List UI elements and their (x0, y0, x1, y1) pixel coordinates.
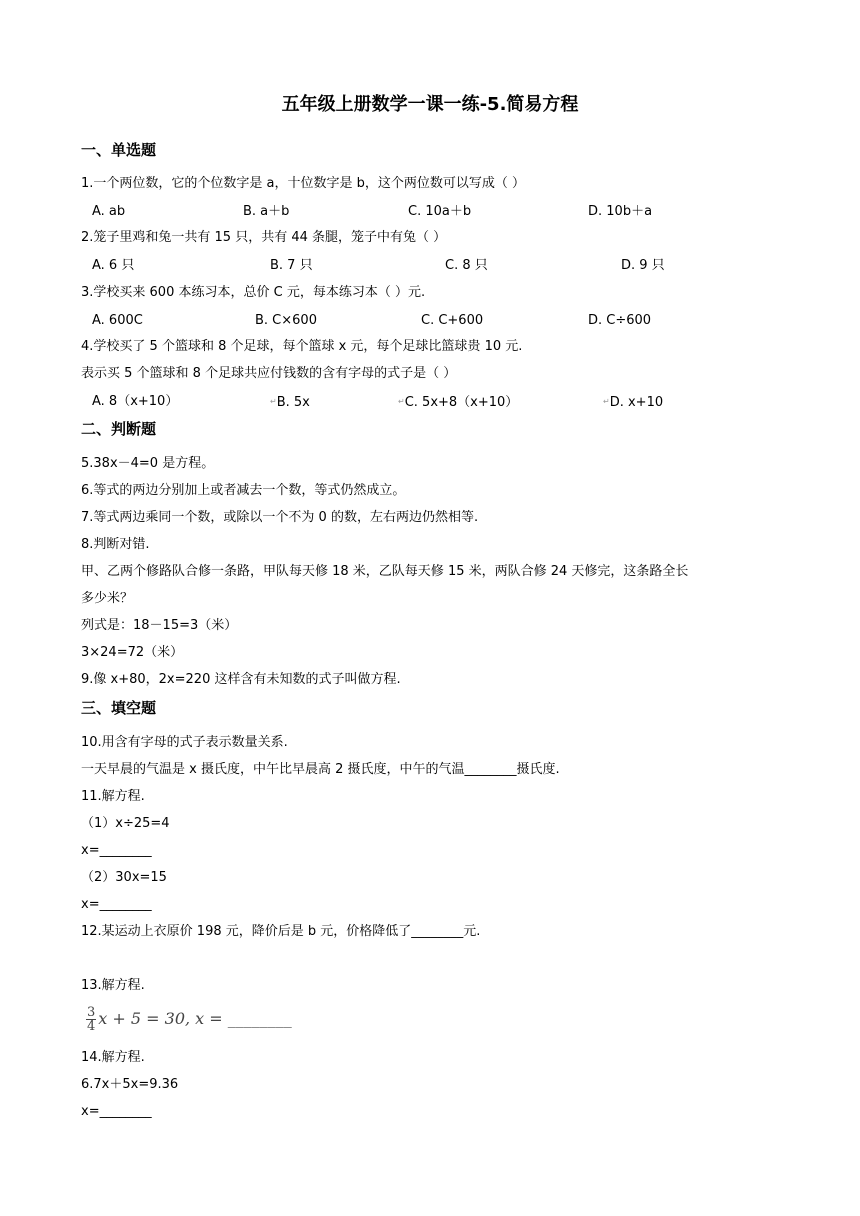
section-heading-single-choice: 一、单选题 (81, 141, 157, 159)
question-11-line-1: 11.解方程. (81, 789, 145, 804)
question-5: 5.38x－4=0 是方程。 (81, 456, 215, 471)
question-8-line-5: 3×24=72（米） (81, 645, 184, 660)
question-14-line-1: 14.解方程. (81, 1050, 145, 1065)
question-4-option-b-wrap (270, 394, 310, 411)
question-4-option-b: B. 5x (276, 395, 310, 410)
question-12: 12.某运动上衣原价 198 元，降价后是 b 元，价格降低了________元. (81, 924, 481, 939)
question-1-option-a: A. ab (92, 204, 126, 219)
question-2-option-a: A. 6 只 (92, 258, 135, 273)
fraction (86, 1006, 96, 1033)
question-4-stem-line-2: 表示买 5 个篮球和 8 个足球共应付钱数的含有字母的式子是（ ） (81, 366, 457, 381)
question-4-option-d-wrap (603, 394, 663, 411)
question-8-line-2: 甲、乙两个修路队合修一条路，甲队每天修 18 米，乙队每天修 15 米，两队合修 24 天修完，这条路全长 (81, 564, 689, 579)
question-10-line-1: 10.用含有字母的式子表示数量关系. (81, 735, 288, 750)
question-3-option-b: B. C×600 (255, 313, 317, 328)
question-2-stem: 2.笼子里鸡和兔一共有 15 只，共有 44 条腿，笼子中有兔（ ） (81, 230, 447, 245)
equation-text: x + 5 = 30, x = ________ (98, 1009, 292, 1028)
question-4-option-d: D. x+10 (609, 395, 664, 410)
question-3-option-c: C. C+600 (421, 313, 484, 328)
question-6: 6.等式的两边分别加上或者减去一个数，等式仍然成立。 (81, 483, 406, 498)
question-8-line-1: 8.判断对错. (81, 537, 150, 552)
question-14-answer: x=________ (81, 1104, 152, 1119)
question-1-option-d: D. 10b＋a (588, 204, 653, 219)
question-2-option-c: C. 8 只 (445, 258, 488, 273)
page-title: 五年级上册数学一课一练-5.简易方程 (281, 94, 579, 115)
fraction-numerator: 3 (87, 1005, 96, 1020)
question-2-option-b: B. 7 只 (270, 258, 313, 273)
question-9: 9.像 x+80，2x=220 这样含有未知数的式子叫做方程. (81, 672, 401, 687)
question-1-stem: 1.一个两位数，它的个位数字是 a，十位数字是 b，这个两位数可以写成（ ） (81, 176, 526, 191)
question-1-option-b: B. a＋b (243, 204, 290, 219)
question-14-equation: 6.7x＋5x=9.36 (81, 1077, 179, 1092)
question-11-answer-1: x=________ (81, 843, 152, 858)
question-3-stem: 3.学校买来 600 本练习本，总价 C 元，每本练习本（ ）元. (81, 285, 426, 300)
fraction-denominator: 4 (87, 1019, 96, 1034)
question-4-stem-line-1: 4.学校买了 5 个篮球和 8 个足球，每个篮球 x 元，每个足球比篮球贵 10 元. (81, 339, 523, 354)
question-13-equation (86, 1004, 292, 1034)
question-11-part-1: （1）x÷25=4 (81, 816, 170, 831)
question-4-option-a: A. 8（x+10） (92, 394, 179, 409)
question-3-option-d: D. C÷600 (588, 313, 652, 328)
question-7: 7.等式两边乘同一个数，或除以一个不为 0 的数，左右两边仍然相等. (81, 510, 479, 525)
question-8-line-3: 多少米？ (81, 591, 134, 606)
question-11-part-2: （2）30x=15 (81, 870, 167, 885)
paragraph-mark-icon: ↵ (398, 397, 405, 406)
question-3-option-a: A. 600C (92, 313, 143, 328)
paragraph-mark-icon: ↵ (270, 397, 277, 406)
question-4-option-c: C. 5x+8（x+10） (404, 395, 519, 410)
question-13-line-1: 13.解方程. (81, 978, 145, 993)
question-10-line-2: 一天早晨的气温是 x 摄氏度，中午比早晨高 2 摄氏度，中午的气温________摄氏度. (81, 762, 560, 777)
question-2-option-d: D. 9 只 (621, 258, 665, 273)
question-4-option-c-wrap (398, 394, 518, 411)
section-heading-true-false: 二、判断题 (81, 420, 157, 438)
section-heading-fill-blank: 三、填空题 (81, 699, 157, 717)
question-1-option-c: C. 10a＋b (408, 204, 472, 219)
question-8-line-4: 列式是：18－15=3（米） (81, 618, 238, 633)
paragraph-mark-icon: ↵ (603, 397, 610, 406)
question-11-answer-2: x=________ (81, 897, 152, 912)
